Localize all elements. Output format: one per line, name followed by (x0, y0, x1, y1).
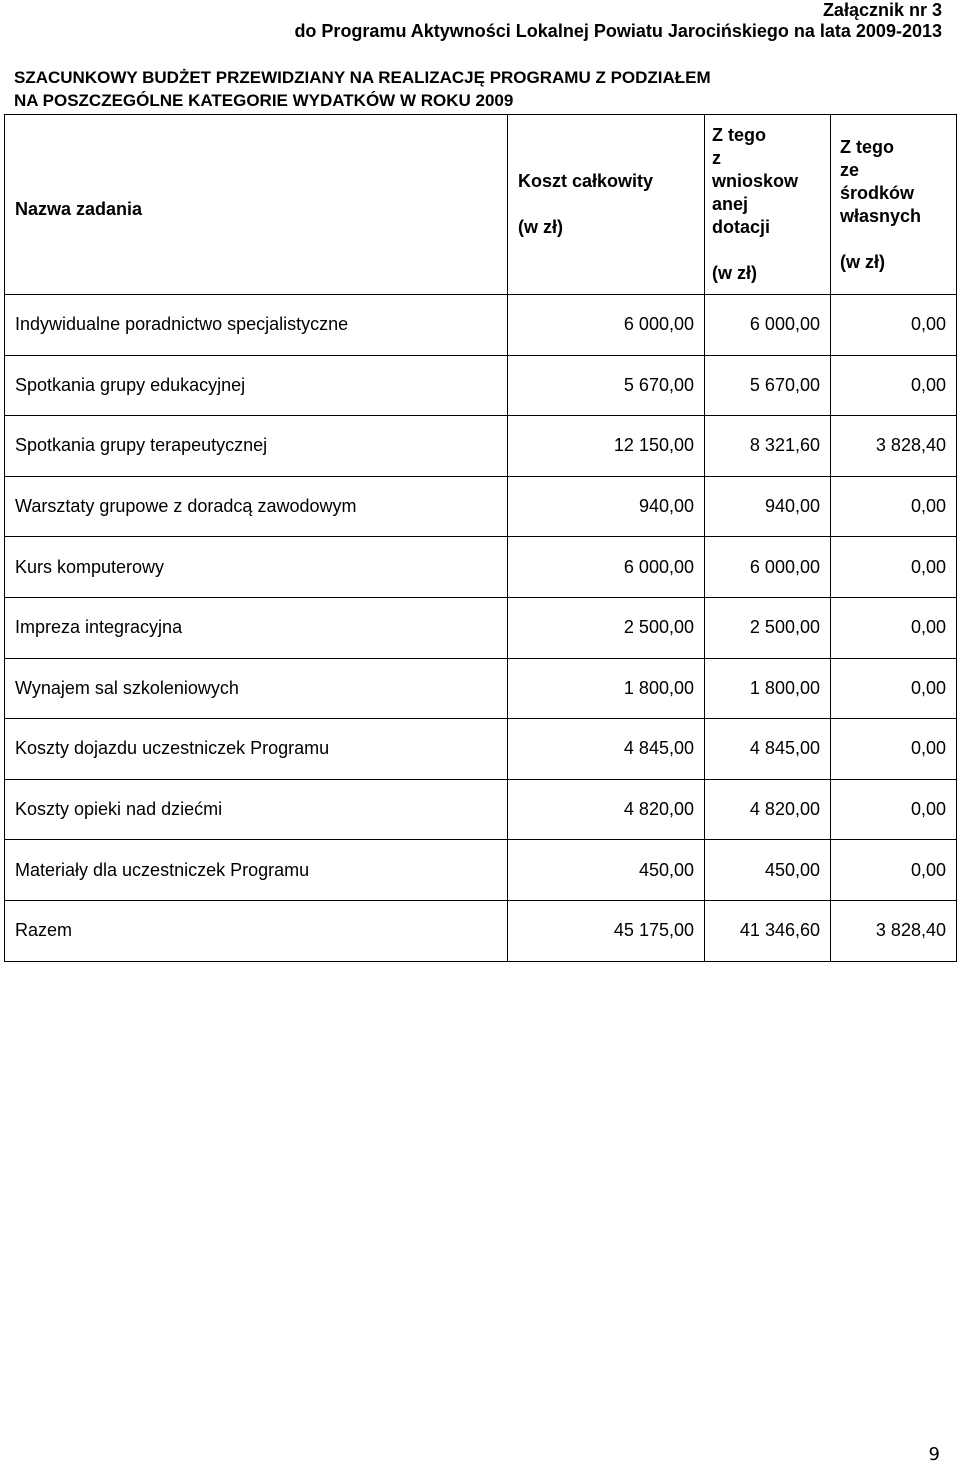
column-header-grant-line4: anej (712, 194, 749, 214)
task-name-cell: Wynajem sal szkoleniowych (5, 658, 508, 719)
task-name-cell: Materiały dla uczestniczek Programu (5, 840, 508, 901)
grant-cost-sum-cell: 41 346,60 (705, 900, 831, 961)
document-title-line2: NA POSZCZEGÓLNE KATEGORIE WYDATKÓW W ROKU 2009 (14, 91, 514, 110)
attachment-program: do Programu Aktywności Lokalnej Powiatu Jarocińskiego na lata 2009-2013 (294, 21, 942, 41)
grant-cost-cell: 1 800,00 (705, 658, 831, 719)
grant-cost-cell: 2 500,00 (705, 597, 831, 658)
column-header-grant-line2: z (712, 148, 721, 168)
column-header-total-label: Koszt całkowity (518, 171, 654, 191)
own-funds-cell: 3 828,40 (831, 416, 957, 477)
table-row (5, 597, 957, 658)
total-cost-cell: 12 150,00 (508, 416, 705, 477)
total-cost-sum-cell: 45 175,00 (508, 900, 705, 961)
total-cost-cell: 1 800,00 (508, 658, 705, 719)
task-name-cell: Indywidualne poradnictwo specjalistyczne (5, 295, 508, 356)
grant-cost-cell: 6 000,00 (705, 537, 831, 598)
table-row (5, 779, 957, 840)
table-row (5, 295, 957, 356)
column-header-own (831, 115, 957, 295)
total-cost-cell: 2 500,00 (508, 597, 705, 658)
column-header-own-unit: (w zł) (840, 251, 885, 272)
table-row (5, 840, 957, 901)
own-funds-cell: 0,00 (831, 719, 957, 780)
own-funds-cell: 0,00 (831, 840, 957, 901)
total-cost-cell: 4 820,00 (508, 779, 705, 840)
grant-cost-cell: 6 000,00 (705, 295, 831, 356)
column-header-total-unit: (w zł) (518, 217, 563, 237)
own-funds-cell: 0,00 (831, 355, 957, 416)
attachment-number: Załącznik nr 3 (822, 0, 942, 20)
column-header-total (508, 115, 705, 295)
table-row (5, 476, 957, 537)
own-funds-cell: 0,00 (831, 779, 957, 840)
task-name-cell: Warsztaty grupowe z doradcą zawodowym (5, 476, 508, 537)
total-cost-cell: 5 670,00 (508, 355, 705, 416)
task-name-cell: Spotkania grupy terapeutycznej (5, 416, 508, 477)
task-name-cell: Koszty dojazdu uczestniczek Programu (5, 719, 508, 780)
table-row (5, 537, 957, 598)
total-label-cell: Razem (5, 900, 508, 961)
column-header-name (5, 115, 508, 295)
total-cost-cell: 4 845,00 (508, 719, 705, 780)
column-header-own-line2: ze (840, 159, 860, 180)
column-header-own-line1: Z tego (840, 136, 894, 157)
own-funds-cell: 0,00 (831, 658, 957, 719)
column-header-name-label: Nazwa zadania (15, 199, 143, 219)
document-title (14, 66, 711, 112)
grant-cost-cell: 8 321,60 (705, 416, 831, 477)
column-header-grant-unit: (w zł) (712, 263, 757, 283)
grant-cost-cell: 450,00 (705, 840, 831, 901)
own-funds-cell: 0,00 (831, 476, 957, 537)
own-funds-sum-cell: 3 828,40 (831, 900, 957, 961)
document-title-line1: SZACUNKOWY BUDŻET PRZEWIDZIANY NA REALIZACJĘ PROGRAMU Z PODZIAŁEM (14, 68, 711, 87)
grant-cost-cell: 4 820,00 (705, 779, 831, 840)
task-name-cell: Koszty opieki nad dziećmi (5, 779, 508, 840)
own-funds-cell: 0,00 (831, 295, 957, 356)
task-name-cell: Kurs komputerowy (5, 537, 508, 598)
table-header-row (5, 115, 957, 295)
column-header-grant-line1: Z tego (712, 125, 766, 145)
table-row (5, 719, 957, 780)
column-header-own-line4: własnych (840, 205, 922, 226)
table-row (5, 416, 957, 477)
table-total-row (5, 900, 957, 961)
total-cost-cell: 6 000,00 (508, 537, 705, 598)
budget-table (4, 114, 957, 962)
total-cost-cell: 450,00 (508, 840, 705, 901)
task-name-cell: Spotkania grupy edukacyjnej (5, 355, 508, 416)
table-row (5, 658, 957, 719)
table-row (5, 355, 957, 416)
column-header-grant-line5: dotacji (712, 217, 771, 237)
grant-cost-cell: 4 845,00 (705, 719, 831, 780)
task-name-cell: Impreza integracyjna (5, 597, 508, 658)
column-header-grant (705, 115, 831, 295)
attachment-header (294, 0, 942, 42)
column-header-own-line3: środków (840, 182, 915, 203)
grant-cost-cell: 940,00 (705, 476, 831, 537)
total-cost-cell: 6 000,00 (508, 295, 705, 356)
grant-cost-cell: 5 670,00 (705, 355, 831, 416)
own-funds-cell: 0,00 (831, 597, 957, 658)
own-funds-cell: 0,00 (831, 537, 957, 598)
total-cost-cell: 940,00 (508, 476, 705, 537)
page-number: 9 (928, 1444, 940, 1465)
column-header-grant-line3: wnioskow (712, 171, 799, 191)
